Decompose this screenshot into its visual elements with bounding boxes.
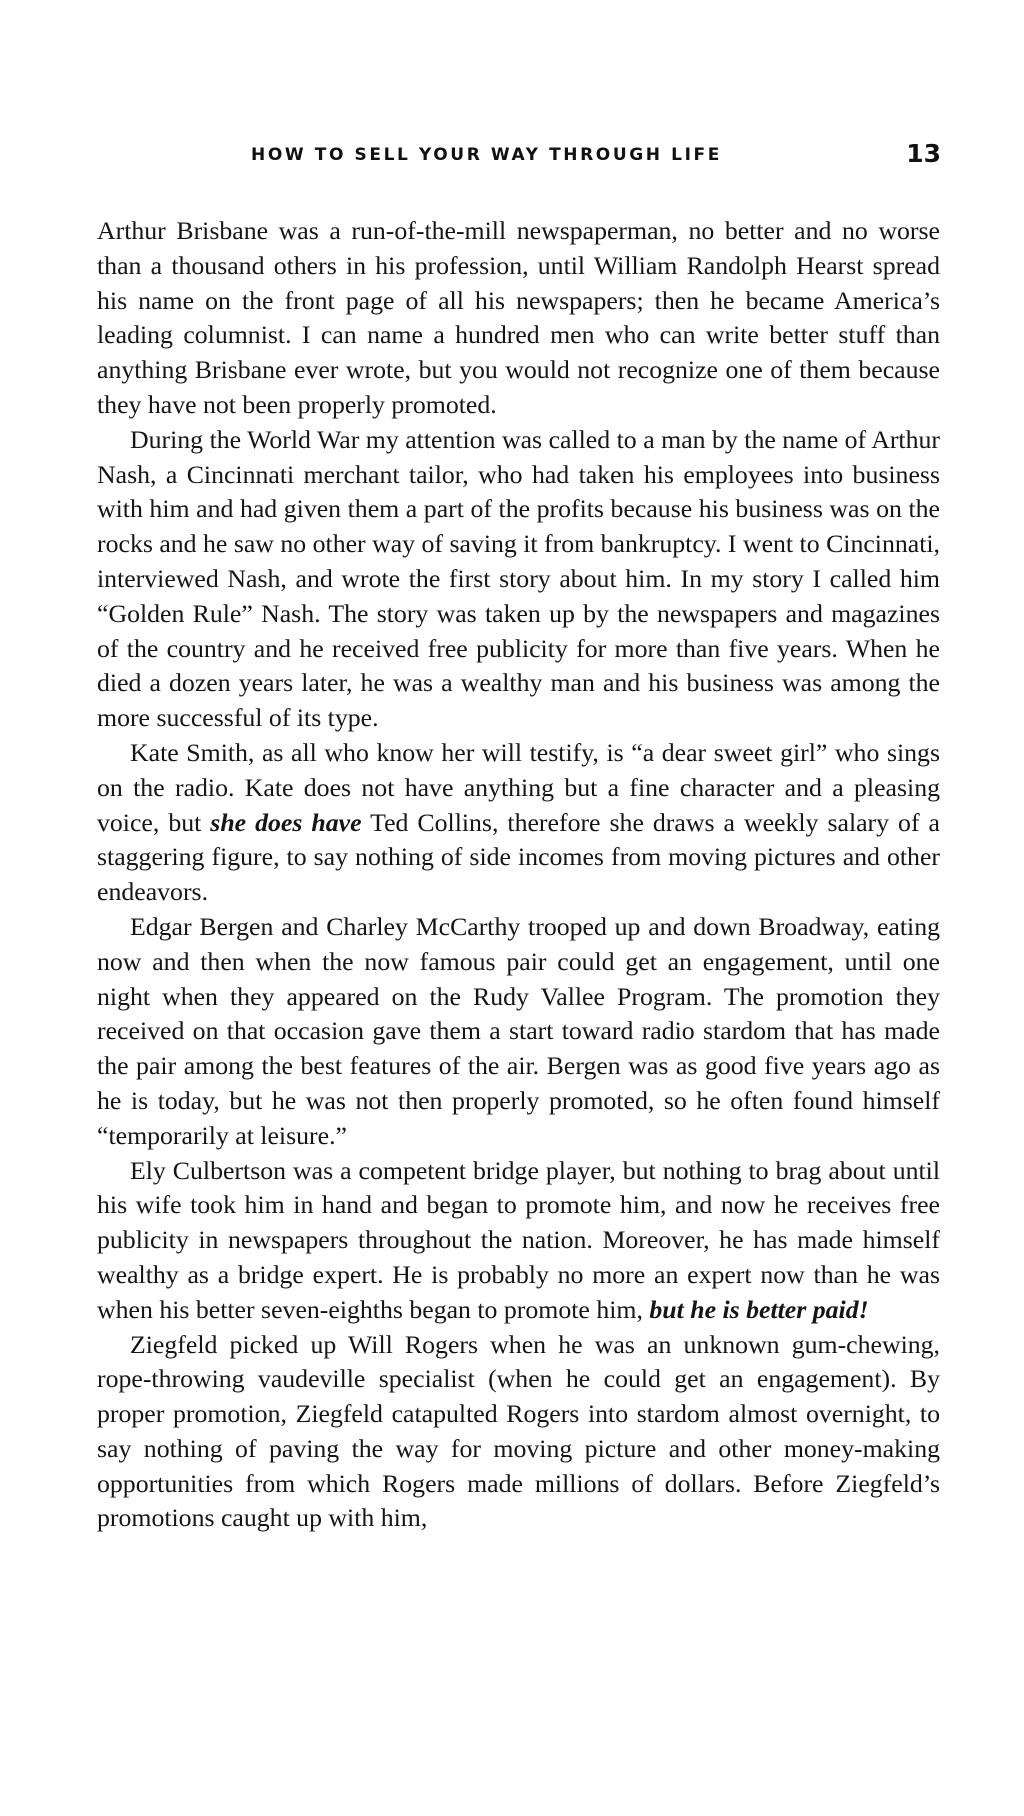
- body-text: [97, 214, 940, 1536]
- page-number: 13: [906, 139, 941, 168]
- paragraph-bergen: Edgar Bergen and Charley McCarthy trooped up and down Broadway, eating now and then when the now famous pair could get an engagement, until one night when they appeared on the Rudy Vallee Program. The promotion they received on that occasion gave them a start toward radio stardom that has made the pair among the best features of the air. Bergen was as good five years ago as he is today, but he was not then properly promoted, so he often found himself “temporarily at leisure.”: [97, 911, 940, 1150]
- paragraph-culbertson-text: Ely Culbertson was a competent bridge player, but nothing to brag about until his wife took him in hand and began to promote him, and now he receives free publicity in newspapers throughout the nation. Moreover, he has made himself wealthy as a bridge expert. He is probably no more an expert now than he was when his better seven-eighths began to promote him,: [97, 1155, 940, 1324]
- paragraph-nash: During the World War my attention was called to a man by the name of Arthur Nash, a Cincinnati merchant tailor, who had taken his employees into business with him and had given them a part of the profits because his business was on the rocks and he saw no other way of saving it from bankruptcy. I went to Cincinnati, interviewed Nash, and wrote the first story about him. In my story I called him “Golden Rule” Nash. The story was taken up by the newspapers and magazines of the country and he received free publicity for more than five years. When he died a dozen years later, he was a wealthy man and his business was among the more successful of its type.: [97, 424, 940, 733]
- running-head: [251, 139, 941, 175]
- emphasis-better-paid: but he is better paid!: [649, 1294, 869, 1324]
- paragraph-ziegfeld: Ziegfeld picked up Will Rogers when he was an unknown gum-chewing, rope-throwing vaudeville specialist (when he could get an engagement). By proper promotion, Ziegfeld catapulted Rogers into stardom almost overnight, to say nothing of paving the way for moving picture and other money-making opportunities from which Rogers made millions of dollars. Before Ziegfeld’s promotions caught up with him,: [97, 1329, 940, 1533]
- paragraph-brisbane: Arthur Brisbane was a run-of-the-mill newspaperman, no better and no worse than a thousand others in his profession, until William Randolph Hearst spread his name on the front page of all his newspapers; then he became America’s leading columnist. I can name a hundred men who can write better stuff than anything Brisbane ever wrote, but you would not recognize one of them because they have not been properly promoted.: [97, 216, 940, 419]
- paragraph-kate-smith: [97, 736, 940, 910]
- running-title: HOW TO SELL YOUR WAY THROUGH LIFE: [251, 145, 722, 165]
- paragraph-kate-smith-text-a: Kate Smith, as all who know her will testify, is “a dear sweet girl” who sings on the radio. Kate does not have anything but a fine character and a pleasing voice, but: [97, 737, 940, 837]
- paragraph-culbertson: [97, 1154, 940, 1328]
- emphasis-she-does-have: she does have: [210, 807, 362, 837]
- paragraph-kate-smith-text-b: Ted Collins, therefore she draws a weekly salary of a staggering figure, to say nothing of side incomes from moving pictures and other endeavors.: [97, 807, 940, 907]
